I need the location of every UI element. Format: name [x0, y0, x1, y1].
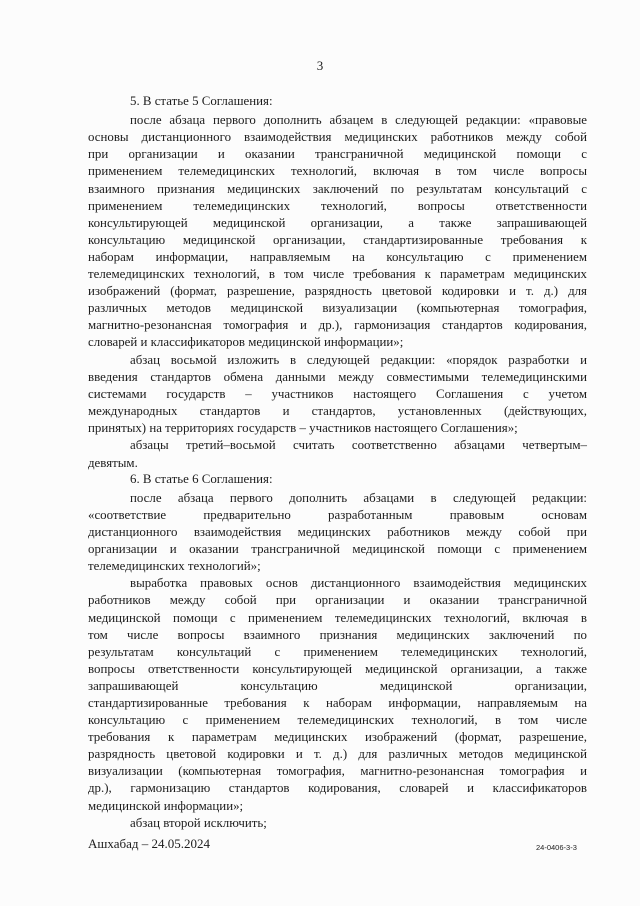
text-line: после абзаца первого дополнить абзацем в следующей редакции: «правовые — [130, 113, 587, 127]
text-line: при организации и оказании трансграничной медицинской помощи с — [88, 147, 587, 161]
text-line: применением телемедицинских технологий, вопросы ответственности — [88, 199, 587, 213]
text-line: 5. В статье 5 Соглашения: — [130, 94, 273, 108]
text-line: девятым. — [88, 456, 138, 470]
text-line: наборам информации, направляемым на консультацию с применением — [88, 250, 587, 264]
text-line: «соответствие предварительно разработанным правовым основам — [88, 508, 587, 522]
text-line: абзац восьмой изложить в следующей редакции: «порядок разработки и — [130, 353, 587, 367]
text-line: принятых) на территориях государств – участников настоящего Соглашения»; — [88, 421, 518, 435]
text-line: магнитно-резонансная томография и др.), гармонизация стандартов кодирования, — [88, 318, 587, 332]
text-line: организации и оказании трансграничной медицинской помощи с применением — [88, 542, 587, 556]
text-line: абзац второй исключить; — [130, 816, 267, 830]
text-line: взаимного признания медицинских заключений по результатам консультаций с — [88, 182, 587, 196]
text-line: запрашивающей консультацию медицинской организации, — [88, 679, 587, 693]
text-line: применением телемедицинских технологий, включая в том числе вопросы — [88, 164, 587, 178]
text-line: стандартизированные требования к наборам информации, направляемым на — [88, 696, 587, 710]
text-line: введения стандартов обмена данными между совместимыми телемедицинскими — [88, 370, 587, 384]
text-line: международных стандартов и стандартов, установленных (действующих, — [88, 404, 587, 418]
text-line: консультацию с применением телемедицинских технологий, в том числе — [88, 713, 587, 727]
text-line: выработка правовых основ дистанционного взаимодействия медицинских — [130, 576, 587, 590]
text-line: 6. В статье 6 Соглашения: — [130, 472, 273, 486]
text-line: системами государств – участников настоящего Соглашения с учетом — [88, 387, 587, 401]
text-line: разрядность цветовой кодировки и т. д.) для различных методов медицинской — [88, 747, 587, 761]
text-line: медицинской информации»; — [88, 799, 244, 813]
text-line: результатам консультаций с применением телемедицинских технологий, — [88, 645, 587, 659]
footer-document-code: 24-0406-3-3 — [536, 843, 577, 852]
footer-place-date: Ашхабад – 24.05.2024 — [88, 836, 210, 851]
text-line: консультацию медицинской организации, стандартизированные требования к — [88, 233, 587, 247]
text-line: абзацы третий–восьмой считать соответственно абзацами четвертым– — [130, 438, 587, 452]
text-line: телемедицинских технологий, в том числе требования к параметрам медицинских — [88, 267, 587, 281]
text-line: визуализации (компьютерная томография, магнитно-резонансная томография и — [88, 764, 587, 778]
text-line: медицинской помощи с применением телемедицинских технологий, включая в — [88, 611, 587, 625]
text-line: работников между собой при организации и оказании трансграничной — [88, 593, 587, 607]
text-line: вопросы ответственности консультирующей медицинской организации, а также — [88, 662, 587, 676]
text-line: после абзаца первого дополнить абзацами в следующей редакции: — [130, 491, 587, 505]
text-line: основы дистанционного взаимодействия медицинских работников между собой — [88, 130, 587, 144]
text-line: словарей и классификаторов медицинской информации»; — [88, 335, 404, 349]
text-line: телемедицинских технологий»; — [88, 559, 261, 573]
text-line: различных методов медицинской визуализации (компьютерная томография, — [88, 301, 587, 315]
text-line: требования к параметрам медицинских изображений (формат, разрешение, — [88, 730, 587, 744]
text-line: дистанционного взаимодействия медицинских работников между собой при — [88, 525, 587, 539]
page-number: 3 — [316, 58, 324, 73]
text-line: том числе вопросы взаимного признания медицинских заключений по — [88, 628, 587, 642]
text-line: др.), гармонизацию стандартов кодирования, словарей и классификаторов — [88, 781, 587, 795]
text-line: изображений (формат, разрешение, разрядность цветовой кодировки и т. д.) для — [88, 284, 587, 298]
text-line: консультирующей медицинской организации, а также запрашивающей — [88, 216, 587, 230]
